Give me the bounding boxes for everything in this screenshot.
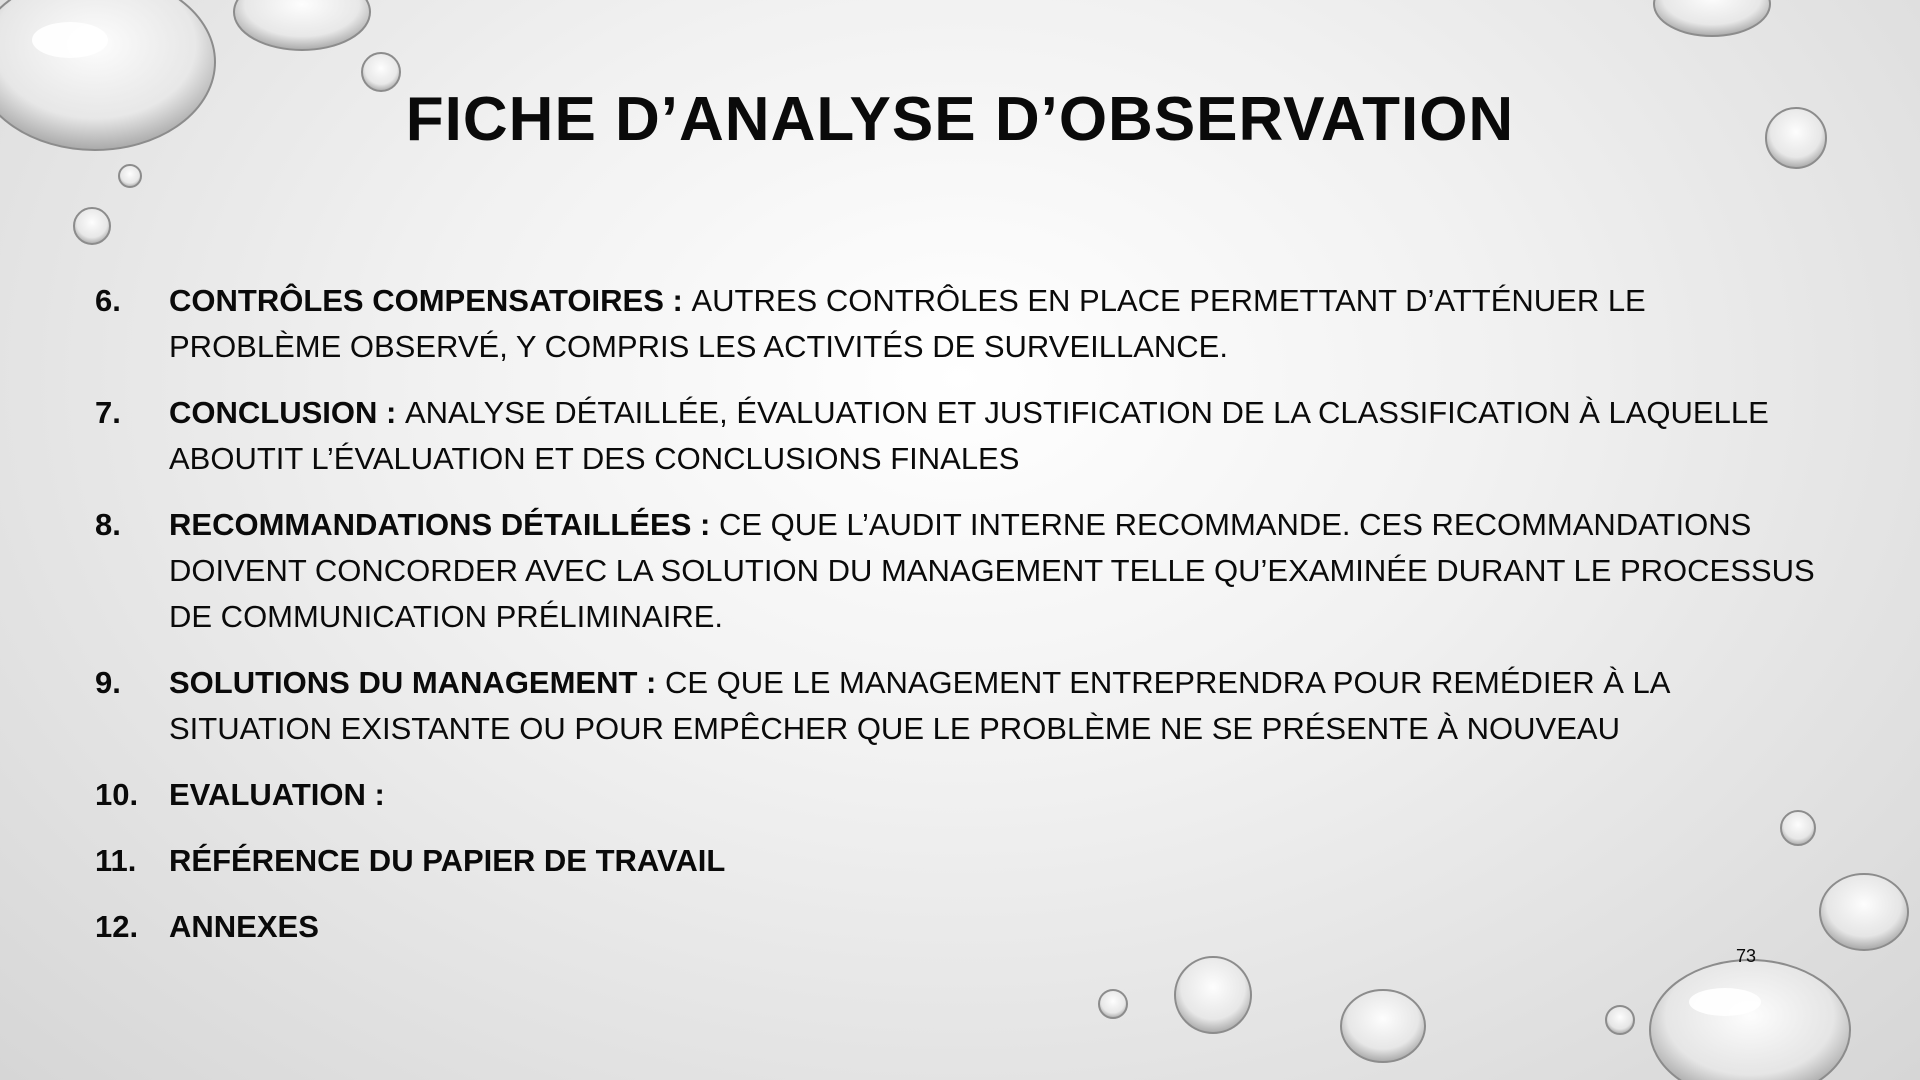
drop-top-right	[1654, 0, 1770, 36]
drop-bottom-center-tiny	[1099, 990, 1127, 1018]
item-separator: :	[691, 507, 719, 542]
list-item	[95, 772, 1825, 818]
drop-top-left-medium	[234, 0, 370, 50]
item-text: AUTRES CONTRÔLES EN PLACE PERMETTANT D’ATTÉNUER LE PROBLÈME OBSERVÉ, Y COMPRIS LES ACTIVITÉS DE SURVEILLANCE.	[169, 283, 1646, 364]
item-number: 9.	[95, 665, 121, 700]
item-text: ANALYSE DÉTAILLÉE, ÉVALUATION ET JUSTIFICATION DE LA CLASSIFICATION À LAQUELLE ABOUTIT L’ÉVALUATION ET DES CONCLUSIONS FINALES	[169, 395, 1769, 476]
drop-bottom-right-small	[1606, 1006, 1634, 1034]
drop-right-medium	[1820, 874, 1908, 950]
list-item	[95, 660, 1825, 752]
item-label: RECOMMANDATIONS DÉTAILLÉES	[169, 507, 692, 542]
item-number: 12.	[95, 909, 139, 944]
item-separator: :	[663, 283, 692, 318]
item-number: 11.	[95, 843, 137, 878]
list-item	[95, 278, 1825, 370]
drop-left-small	[74, 208, 110, 244]
item-label: SOLUTIONS DU MANAGEMENT	[169, 665, 638, 700]
item-text: CE QUE LE MANAGEMENT ENTREPRENDRA POUR REMÉDIER À LA SITUATION EXISTANTE OU POUR EMPÊCHER QUE LE PROBLÈME NE SE PRÉSENTE À NOUVEAU	[169, 665, 1669, 746]
item-label: ANNEXES	[169, 909, 319, 944]
item-body	[169, 772, 1825, 818]
item-label: CONCLUSION	[169, 395, 378, 430]
item-number: 6.	[95, 283, 121, 318]
item-number: 8.	[95, 507, 121, 542]
page-number: 73	[1736, 946, 1757, 966]
list-item	[95, 502, 1825, 640]
drop-left-tiny	[119, 165, 141, 187]
item-body	[169, 390, 1825, 482]
item-separator: :	[637, 665, 665, 700]
slide-title: FICHE D’ANALYSE D’OBSERVATION	[405, 85, 1515, 154]
item-body	[169, 660, 1825, 752]
drop-bottom-right-large	[1650, 960, 1850, 1080]
item-body	[169, 904, 1825, 950]
item-body	[169, 278, 1825, 370]
item-label: EVALUATION :	[169, 777, 385, 812]
item-body	[169, 502, 1825, 640]
item-body	[169, 838, 1825, 884]
observation-fields-list	[95, 278, 1825, 970]
item-label: RÉFÉRENCE DU PAPIER DE TRAVAIL	[169, 843, 726, 878]
list-item	[95, 390, 1825, 482]
item-label: CONTRÔLES COMPENSATOIRES	[169, 283, 664, 318]
item-separator: :	[377, 395, 405, 430]
item-number: 10.	[95, 777, 139, 812]
item-text: CE QUE L’AUDIT INTERNE RECOMMANDE. CES RECOMMANDATIONS DOIVENT CONCORDER AVEC LA SOLUTION DU MANAGEMENT TELLE QU’EXAMINÉE DURANT LE PROCESSUS DE COMMUNICATION PRÉLIMINAIRE.	[169, 507, 1815, 634]
item-number: 7.	[95, 395, 121, 430]
drop-bottom-center-2	[1341, 990, 1425, 1062]
list-item	[95, 838, 1825, 884]
list-item	[95, 904, 1825, 950]
